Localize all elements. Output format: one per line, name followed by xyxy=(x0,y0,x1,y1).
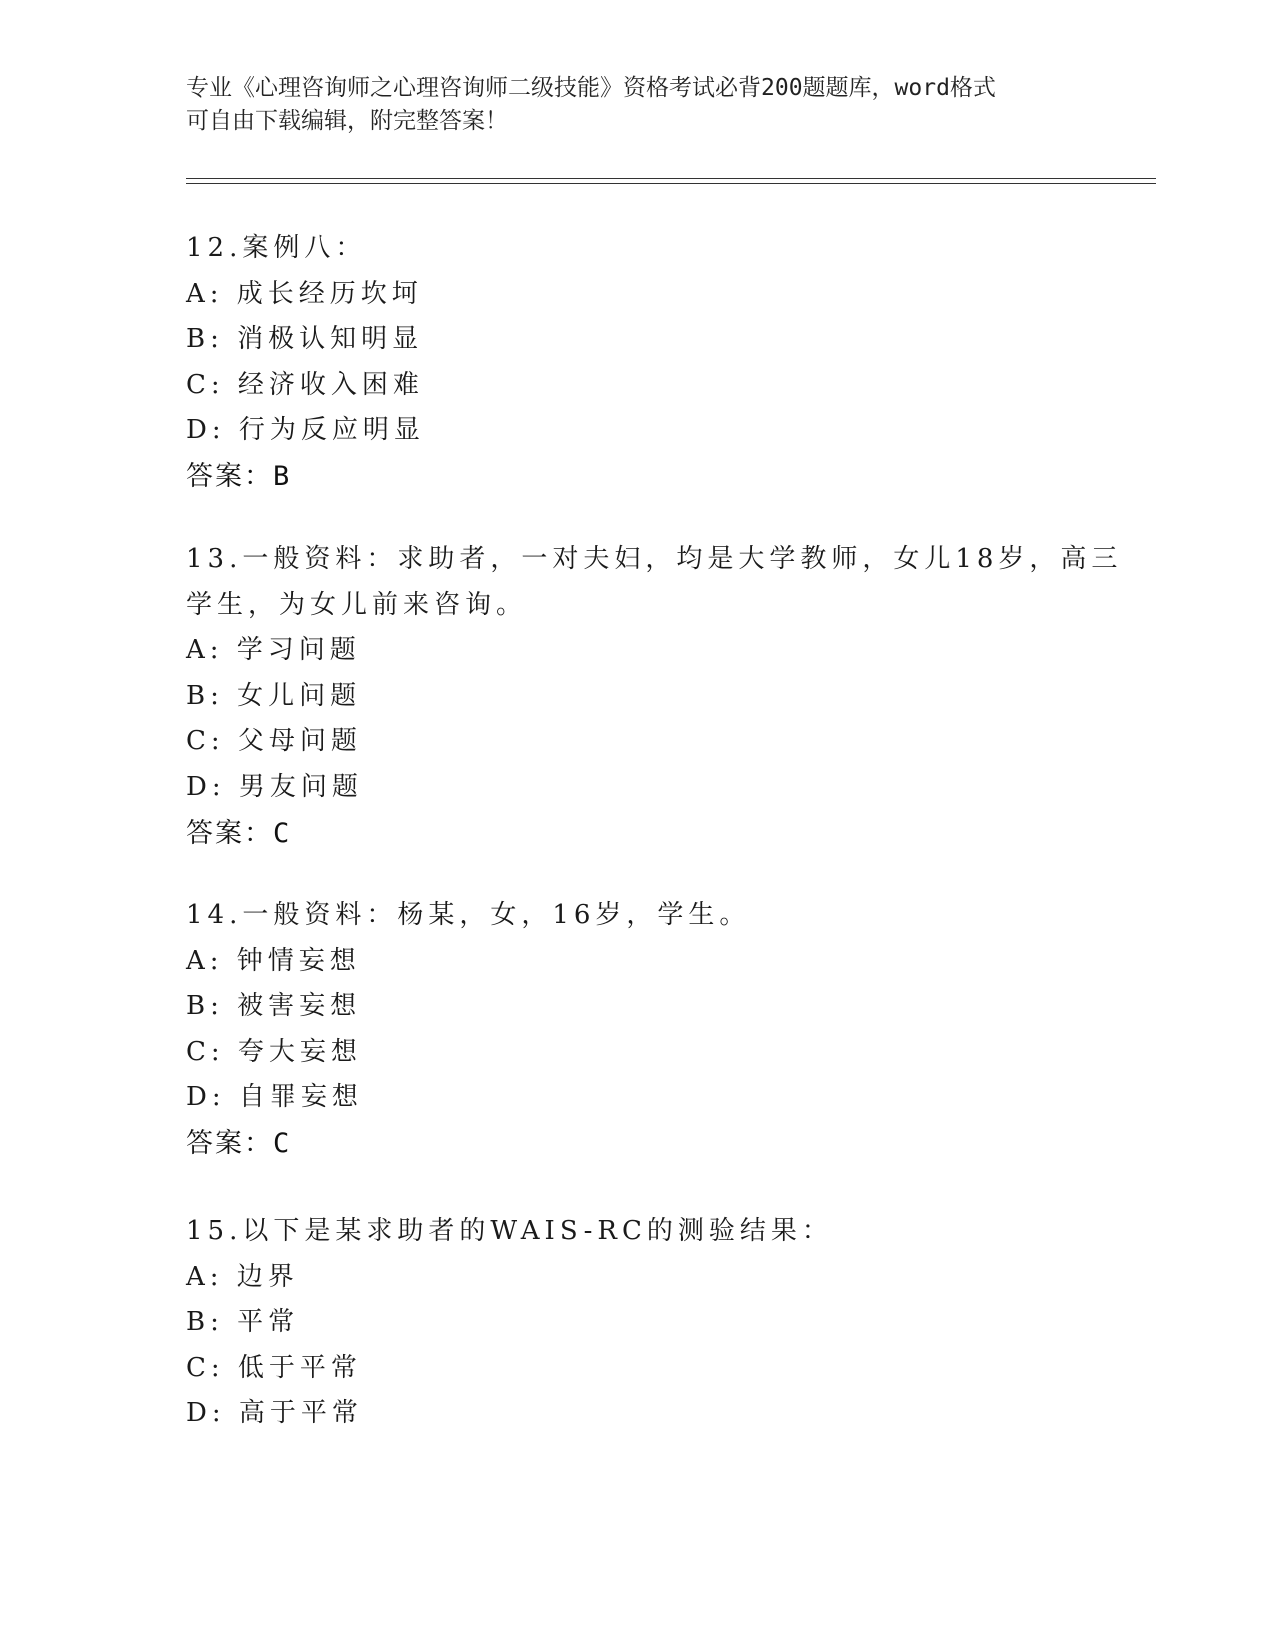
question-12 xyxy=(186,226,1066,500)
answer-label: 答案： xyxy=(186,817,273,849)
option-a: A: 钟情妄想 xyxy=(186,945,361,976)
question-stem: 14.一般资料：杨某，女，16岁，学生。 xyxy=(186,900,751,930)
document-header xyxy=(186,72,1066,138)
answer xyxy=(186,454,1066,500)
question-stem: 13.一般资料：求助者，一对夫妇，均是大学教师，女儿18岁，高三 xyxy=(186,544,1123,574)
question-stem-continued: 学生，为女儿前来咨询。 xyxy=(186,589,528,620)
question-13 xyxy=(186,537,1123,856)
question-stem: 15.以下是某求助者的WAIS-RC的测验结果： xyxy=(186,1216,833,1246)
option-a: A: 学习问题 xyxy=(186,635,361,666)
header-line-1: 专业《心理咨询师之心理咨询师二级技能》资格考试必背200题题库，word格式 xyxy=(186,75,996,101)
option-a: A: 边界 xyxy=(186,1261,299,1292)
answer xyxy=(186,811,1066,857)
option-a: A: 成长经历坎坷 xyxy=(186,278,423,309)
answer-value: C xyxy=(273,817,292,849)
answer-label: 答案： xyxy=(186,460,273,492)
option-d: D: 自罪妄想 xyxy=(186,1082,363,1113)
header-divider-bottom xyxy=(186,183,1156,184)
option-d: D: 行为反应明显 xyxy=(186,415,425,446)
answer-value: C xyxy=(273,1127,292,1159)
option-b: B: 女儿问题 xyxy=(186,680,362,711)
question-14 xyxy=(186,893,1066,1167)
answer-value: B xyxy=(273,460,292,492)
header-line-2: 可自由下载编辑，附完整答案！ xyxy=(186,108,508,134)
option-d: D: 高于平常 xyxy=(186,1398,363,1429)
answer xyxy=(186,1121,1066,1167)
answer-label: 答案： xyxy=(186,1127,273,1159)
option-d: D: 男友问题 xyxy=(186,771,363,802)
option-b: B: 被害妄想 xyxy=(186,991,362,1022)
header-divider-top xyxy=(186,178,1156,179)
option-b: B: 消极认知明显 xyxy=(186,324,424,355)
question-15 xyxy=(186,1209,1066,1437)
option-b: B: 平常 xyxy=(186,1307,300,1338)
option-c: C: 父母问题 xyxy=(186,726,362,757)
question-stem: 12.案例八： xyxy=(186,233,367,263)
option-c: C: 夸大妄想 xyxy=(186,1036,362,1067)
option-c: C: 经济收入困难 xyxy=(186,369,424,400)
option-c: C: 低于平常 xyxy=(186,1352,362,1383)
